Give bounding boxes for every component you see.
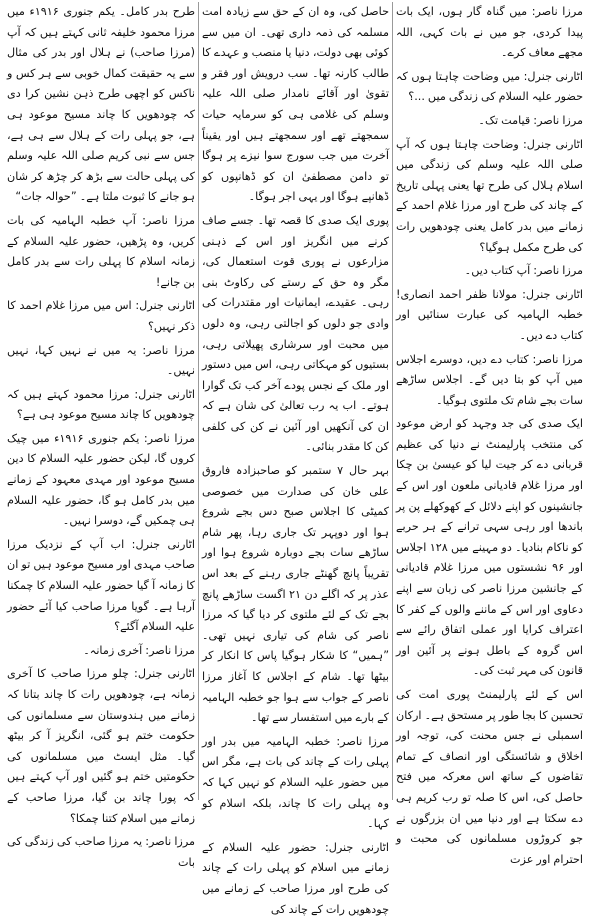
paragraph: مرزا ناصر: یکم جنوری ۱۹۱۶ء میں چیک کروں گا، لیکن حضور علیہ السلام کا دین مسیح موعود اور مہدی معہود کے زمانے میں بدر کامل ہو گا، حضور علیہ السلام ہی چمکیں گے، دوسرا نہیں۔ (7, 431, 195, 528)
column-3 (4, 2, 198, 869)
paragraph: اٹارنی جنرل: اب آپ کے نزدیک مرزا صاحب مہدی اور مسیح موعود ہیں تو ان کا زمانہ آ گیا حضور علیہ السلام کا چمکنا آرہا ہے۔ گویا مرزا صاحب کیا آئے حضور علیہ السلام آگئے؟ (7, 537, 195, 634)
paragraph: اٹارنی جنرل: چلو مرزا صاحب کا آخری زمانہ ہے، چودھویں رات کا چاند بتانا کہ زمانے میں ہندوستان سے مسلمانوں کی حکومت ختم ہو گئی، انگریز آ کر بیٹھ گیا۔ مثل ایسٹ میں مسلمانوں کی حکومتیں ختم ہو گئیں اور آپ کہتے ہیں کہ پورا چاند بن گیا، مرزا صاحب کے زمانے میں اسلام کتنا چمکا؟ (7, 667, 195, 825)
paragraph: اس کے لئے پارلیمنٹ پوری امت کی تحسین کا بجا طور پر مستحق ہے۔ ارکان اسمبلی نے جس محنت کی، توجہ اور اخلاق و شائستگی اور انصاف کے تمام تقاضوں کے ساتھ اس معرکہ میں فتح حاصل کی، اس کا صلہ تو رب کریم ہی دے سکتا ہے اور دنیا میں ان بزرگوں نے جو کروڑوں مسلمانوں کی محبت و احترام اور عزت (396, 688, 583, 866)
paragraph: اٹارنی جنرل: میں وضاحت چاہتا ہوں کہ حضور علیہ السلام کی زندگی میں ...؟ (396, 69, 583, 104)
paragraph: اٹارنی جنرل: وضاحت چاہتا ہوں کہ آپ صلی اللہ علیہ وسلم کی زندگی میں اسلام ہلال کی طرح تھا یعنی پہلی تاریخ کے چاند کی طرح اور مرزا غلام احمد کے زمانے میں بدر کامل یعنی چودھویں رات کی طرح مکمل ہوگیا؟ (396, 137, 583, 254)
paragraph: حاصل کی، وہ ان کے حق سے زیادہ امت مسلمہ کی ذمہ داری تھی۔ ان میں سے کوئی بھی دولت، دنیا یا منصب و عہدے کا طالب کارنہ تھا۔ سب درویش اور فقر و تقویٰ اور آقائے نامدار صلی اللہ علیہ وسلم کی غلامی ہی کو سرمایہ حیات سمجھتے تھے اور سمجھتے ہیں اور یقیناً آخرت میں جب سورج سوا نیزے پر ہوگا تو دامن مصطفیٰ ان کو ڈھانپوں کو ڈھانپے ہوگا اور یہی اجر ہوگا۔ (202, 5, 389, 204)
text-columns (4, 2, 586, 916)
paragraph: اٹارنی جنرل: اس میں مرزا غلام احمد کا ذکر نہیں؟ (7, 299, 195, 333)
paragraph: مرزا ناصر: کتاب دے دیں، دوسرے اجلاس میں آپ کو بتا دیں گے۔ اجلاس ساڑھے سات بجے شام تک ملتوی ہوگیا۔ (396, 352, 583, 407)
paragraph: مرزا ناصر: آخری زمانہ۔ (83, 643, 195, 657)
paragraph: مرزا ناصر: یہ مرزا صاحب کی زندگی کی بات (7, 835, 195, 869)
paragraph: پوری ایک صدی کا قصہ تھا۔ جسے صاف کرنے میں انگریز اور اس کے ذہنی مزارعوں نے پوری قوت استعمال کی، مگر وہ حق کے رستے کی رکاوٹ بنی رہی۔ عقیدے، ایمانیات اور مقتدرات کی وادی جو دلوں کو اجالتی رہی، وہ دلوں میں محبت اور سرشاری پھیلاتی رہی، بستیوں کو مہکاتی رہی، اس میں دستور اور ملک کے نجس پودے آخر کب تک گوارا ہوتے۔ اب یہ رب تعالیٰ کی شان ہے کہ ان کی آنکھیں اور آئین نے کن کی کلفی کن کا مقدر بنائی۔ (202, 213, 389, 454)
paragraph: اٹارنی جنرل: مولانا ظفر احمد انصاری! خطبہ الہامیہ کی عبارت سنائیں اور کتاب دے دیں۔ (396, 287, 583, 342)
paragraph: مرزا ناصر: خطبہ الہامیہ میں بدر اور پہلی رات کے چاند کی بات ہے، مگر اس میں حضور علیہ السلام کو نہیں کہا کہ وہ پہلی رات کا چاند، بلکہ اسلام کو کہا۔ (202, 734, 389, 831)
paragraph: مرزا ناصر: قیامت تک۔ (478, 113, 583, 127)
paragraph: مرزا ناصر: میں گناہ گار ہوں، ایک بات پیدا کردی، جو میں نے بات کہی، اللہ مجھے معاف کرے۔ (396, 5, 583, 60)
column-2 (198, 2, 392, 916)
paragraph: مرزا ناصر: یہ میں نے نہیں کہا، نہیں نہیں۔ (7, 343, 195, 378)
paragraph: اٹارنی جنرل: حضور علیہ السلام کے زمانے میں اسلام کو پہلی رات کے چاند کی طرح اور مرزا صاحب کے زمانے میں چودھویں رات کے چاند کی (202, 840, 389, 916)
column-1 (392, 2, 586, 866)
paragraph: مرزا ناصر: آپ کتاب دیں۔ (464, 264, 583, 278)
paragraph: مرزا ناصر: آپ خطبہ الہامیہ کی بات کریں، وہ پڑھیں، حضور علیہ السلام کے زمانہ اسلام کا پہلی رات سے بدر کامل بن جانے! (7, 213, 195, 289)
paragraph: ایک صدی کی جد وجہد کو ارض موعود کی منتخب پارلیمنٹ نے دنیا کی عظیم قربانی دے کر جیت لیا کو عیسیٰ بن چکا اور مرزا غلام قادیانی ملعون اور اس کے جانشینوں کو اپنے دلائل کے کھوکھلے پن پر باندھا اور رہی سہی ترانے کے ہر حربے کو ناکام بنادیا۔ دو مہینے میں ۱۲۸ اجلاس اور ۹۶ نشستوں میں مرزا غلام قادیانی کے جانشین مرزا ناصر کی زبان سے اپنے دعاوی اور اس کے ماننے والوں کے کفر کا اعتراف کرایا اور عملی اتفاق رائے سے اس گروہ کے باطل ہونے پر آئین اور قانون کی مہر ثبت کی۔ (396, 417, 583, 678)
paragraph: اٹارنی جنرل: مرزا محمود کہتے ہیں کہ چودھویں کا چاند مسیح موعود ہی ہے؟ (7, 387, 195, 422)
paragraph: طرح بدر کامل۔ یکم جنوری ۱۹۱۶ء میں مرزا محمود خلیفہ ثانی کہتے ہیں کہ آپ (مرزا صاحب) نے ہلال اور بدر کی مثال سے یہ حقیقت کمال خوبی سے ہر کس و ناکس کو اچھی طرح ذہن نشین کرا دی کہ چودھویں کا چاند مسیح موعود ہی ہے، جو پہلی رات کے ہلال سے ہی ہے، جس سے نبی کریم صلی اللہ علیہ وسلم کی پہلی حالت سے بڑھ کر چڑھ کر شان ہو جانے کا ثبوت ملتا ہے۔ ”حوالہ جات“ (7, 5, 195, 204)
paragraph: بہر حال ۷ ستمبر کو صاحبزادہ فاروق علی خان کی صدارت میں خصوصی کمیٹی کا اجلاس صبح دس بجے شروع ہوا اور دوپہر تک جاری رہا، پھر شام ساڑھے سات بجے دوبارہ شروع ہوا اور تقریباً پانچ گھنٹے جاری رہنے کے بعد اس عذر پر کہ اگلے دن ۲۱ اگست ساڑھے پانچ بجے تک کے لئے ملتوی کر دیا گیا کہ مرزا ناصر کی شام کی تیاری نہیں تھی۔ ”ہمیں“ کا شکار ہوگیا پاس کا انکار کر بیٹھا تھا۔ شام کے اجلاس کا آغاز مرزا ناصر کے جواب سے ہوا جو خطبہ الہامیہ کے بارے میں استفسار سے تھا۔ (202, 464, 389, 725)
